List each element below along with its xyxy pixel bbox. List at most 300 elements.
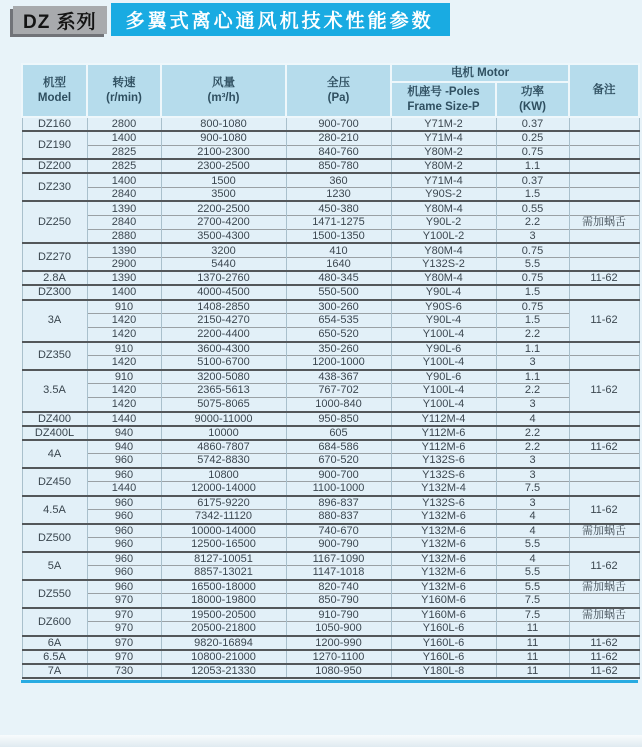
col-header-speed-unit: (r/min) bbox=[106, 91, 142, 104]
pressure-cell: 1640 bbox=[286, 257, 391, 271]
frame-cell: Y80M-2 bbox=[391, 145, 496, 159]
pressure-cell: 850-780 bbox=[286, 159, 391, 173]
power-cell: 3 bbox=[496, 454, 569, 468]
model-cell: 3A bbox=[22, 300, 87, 342]
col-header-airflow-zh: 风量 bbox=[212, 77, 235, 90]
pressure-cell: 438-367 bbox=[286, 370, 391, 384]
table-row bbox=[22, 187, 639, 201]
remark-cell bbox=[569, 482, 639, 496]
speed-cell: 2800 bbox=[87, 117, 161, 131]
table-row bbox=[22, 524, 639, 538]
airflow-cell: 10800-21000 bbox=[161, 650, 286, 664]
speed-cell: 970 bbox=[87, 594, 161, 608]
remark-cell: 11-62 bbox=[569, 440, 639, 454]
airflow-cell: 3500-4300 bbox=[161, 229, 286, 243]
airflow-cell: 7342-11120 bbox=[161, 510, 286, 524]
pressure-cell: 1200-990 bbox=[286, 636, 391, 650]
col-header-frame-en: Frame Size-P bbox=[407, 100, 480, 113]
remark-cell bbox=[569, 257, 639, 271]
remark-cell bbox=[569, 117, 639, 131]
frame-cell: Y160L-6 bbox=[391, 636, 496, 650]
power-cell: 4 bbox=[496, 412, 569, 426]
speed-cell: 1400 bbox=[87, 285, 161, 299]
table-row bbox=[22, 243, 639, 257]
table-row bbox=[22, 552, 639, 566]
model-cell: DZ550 bbox=[22, 580, 87, 608]
speed-cell: 1390 bbox=[87, 243, 161, 257]
model-cell: DZ160 bbox=[22, 117, 87, 131]
model-cell: DZ600 bbox=[22, 608, 87, 636]
power-cell: 2.2 bbox=[496, 440, 569, 454]
power-cell: 2.2 bbox=[496, 426, 569, 440]
frame-cell: Y90L-2 bbox=[391, 215, 496, 229]
power-cell: 2.2 bbox=[496, 328, 569, 342]
speed-cell: 1390 bbox=[87, 271, 161, 285]
speed-cell: 960 bbox=[87, 580, 161, 594]
table-row bbox=[22, 412, 639, 426]
pressure-cell: 1080-950 bbox=[286, 664, 391, 678]
pressure-cell: 684-586 bbox=[286, 440, 391, 454]
table-row bbox=[22, 117, 639, 131]
pressure-cell: 300-260 bbox=[286, 300, 391, 314]
airflow-cell: 5075-8065 bbox=[161, 398, 286, 412]
airflow-cell: 19500-20500 bbox=[161, 608, 286, 622]
model-cell: 3.5A bbox=[22, 370, 87, 412]
remark-cell: 11-62 bbox=[569, 271, 639, 285]
pressure-cell: 900-790 bbox=[286, 538, 391, 552]
remark-cell bbox=[569, 187, 639, 201]
table-row bbox=[22, 538, 639, 552]
speed-cell: 970 bbox=[87, 608, 161, 622]
pressure-cell: 910-790 bbox=[286, 608, 391, 622]
remark-cell bbox=[569, 243, 639, 257]
speed-cell: 970 bbox=[87, 622, 161, 636]
table-row bbox=[22, 131, 639, 145]
table-row bbox=[22, 173, 639, 187]
spec-table bbox=[21, 63, 640, 679]
series-badge: DZ 系列 bbox=[13, 6, 107, 34]
remark-cell bbox=[569, 454, 639, 468]
power-cell: 5.5 bbox=[496, 257, 569, 271]
airflow-cell: 2150-4270 bbox=[161, 314, 286, 328]
table-row bbox=[22, 145, 639, 159]
model-cell: DZ400L bbox=[22, 426, 87, 440]
pressure-cell: 480-345 bbox=[286, 271, 391, 285]
table-row bbox=[22, 384, 639, 398]
remark-cell: 11-62 bbox=[569, 664, 639, 678]
model-cell: 2.8A bbox=[22, 271, 87, 285]
frame-cell: Y160L-6 bbox=[391, 622, 496, 636]
model-cell: 6.5A bbox=[22, 650, 87, 664]
frame-cell: Y160M-6 bbox=[391, 608, 496, 622]
table-row bbox=[22, 510, 639, 524]
airflow-cell: 2200-2500 bbox=[161, 201, 286, 215]
speed-cell: 970 bbox=[87, 636, 161, 650]
model-cell: DZ300 bbox=[22, 285, 87, 299]
speed-cell: 1420 bbox=[87, 356, 161, 370]
power-cell: 4 bbox=[496, 552, 569, 566]
power-cell: 0.75 bbox=[496, 271, 569, 285]
table-row bbox=[22, 356, 639, 370]
remark-cell: 11-62 bbox=[569, 650, 639, 664]
pressure-cell: 900-700 bbox=[286, 117, 391, 131]
power-cell: 11 bbox=[496, 636, 569, 650]
power-cell: 7.5 bbox=[496, 608, 569, 622]
pressure-cell: 350-260 bbox=[286, 342, 391, 356]
remark-cell: 需加蜗舌 bbox=[569, 608, 639, 622]
speed-cell: 910 bbox=[87, 342, 161, 356]
pressure-cell: 740-670 bbox=[286, 524, 391, 538]
table-row bbox=[22, 271, 639, 285]
frame-cell: Y90L-4 bbox=[391, 314, 496, 328]
remark-cell: 11-62 bbox=[569, 552, 639, 580]
model-cell: DZ450 bbox=[22, 468, 87, 496]
pressure-cell: 1230 bbox=[286, 187, 391, 201]
airflow-cell: 9820-16894 bbox=[161, 636, 286, 650]
pressure-cell: 896-837 bbox=[286, 496, 391, 510]
frame-cell: Y160M-6 bbox=[391, 594, 496, 608]
power-cell: 1.1 bbox=[496, 370, 569, 384]
power-cell: 1.5 bbox=[496, 187, 569, 201]
frame-cell: Y80M-4 bbox=[391, 271, 496, 285]
remark-cell bbox=[569, 412, 639, 426]
power-cell: 4 bbox=[496, 524, 569, 538]
frame-cell: Y180L-8 bbox=[391, 664, 496, 678]
speed-cell: 1400 bbox=[87, 131, 161, 145]
col-header-power-unit: (KW) bbox=[519, 100, 546, 113]
model-cell: DZ350 bbox=[22, 342, 87, 370]
speed-cell: 960 bbox=[87, 496, 161, 510]
airflow-cell: 5742-8830 bbox=[161, 454, 286, 468]
remark-cell bbox=[569, 173, 639, 187]
airflow-cell: 10000 bbox=[161, 426, 286, 440]
airflow-cell: 3500 bbox=[161, 187, 286, 201]
frame-cell: Y100L-4 bbox=[391, 328, 496, 342]
col-header-frame bbox=[391, 82, 496, 117]
power-cell: 3 bbox=[496, 468, 569, 482]
table-row bbox=[22, 440, 639, 454]
table-row bbox=[22, 664, 639, 678]
pressure-cell: 410 bbox=[286, 243, 391, 257]
col-header-model-en: Model bbox=[37, 91, 72, 104]
table-row bbox=[22, 201, 639, 215]
pressure-cell: 1471-1275 bbox=[286, 215, 391, 229]
speed-cell: 2825 bbox=[87, 159, 161, 173]
table-row bbox=[22, 215, 639, 229]
frame-cell: Y132M-4 bbox=[391, 482, 496, 496]
frame-cell: Y132S-6 bbox=[391, 468, 496, 482]
remark-cell bbox=[569, 468, 639, 482]
model-cell: DZ270 bbox=[22, 243, 87, 271]
power-cell: 5.5 bbox=[496, 580, 569, 594]
table-row bbox=[22, 300, 639, 314]
speed-cell: 910 bbox=[87, 300, 161, 314]
frame-cell: Y80M-4 bbox=[391, 243, 496, 257]
col-header-airflow-unit: (m³/h) bbox=[207, 91, 240, 104]
airflow-cell: 6175-9220 bbox=[161, 496, 286, 510]
power-cell: 4 bbox=[496, 510, 569, 524]
speed-cell: 1440 bbox=[87, 482, 161, 496]
frame-cell: Y100L-4 bbox=[391, 398, 496, 412]
pressure-cell: 1200-1000 bbox=[286, 356, 391, 370]
table-row bbox=[22, 328, 639, 342]
remark-cell bbox=[569, 145, 639, 159]
airflow-cell: 800-1080 bbox=[161, 117, 286, 131]
table-row bbox=[22, 426, 639, 440]
speed-cell: 910 bbox=[87, 370, 161, 384]
table-row bbox=[22, 608, 639, 622]
page-bottom-fade bbox=[0, 735, 642, 747]
col-header-power-zh: 功率 bbox=[521, 86, 544, 99]
airflow-cell: 8857-13021 bbox=[161, 566, 286, 580]
airflow-cell: 3600-4300 bbox=[161, 342, 286, 356]
frame-cell: Y100L-4 bbox=[391, 356, 496, 370]
speed-cell: 730 bbox=[87, 664, 161, 678]
pressure-cell: 1050-900 bbox=[286, 622, 391, 636]
airflow-cell: 2365-5613 bbox=[161, 384, 286, 398]
frame-cell: Y90L-6 bbox=[391, 342, 496, 356]
model-cell: 6A bbox=[22, 636, 87, 650]
pressure-cell: 360 bbox=[286, 173, 391, 187]
remark-cell bbox=[569, 622, 639, 636]
power-cell: 0.75 bbox=[496, 300, 569, 314]
power-cell: 1.1 bbox=[496, 159, 569, 173]
table-row bbox=[22, 229, 639, 243]
power-cell: 5.5 bbox=[496, 538, 569, 552]
remark-cell bbox=[569, 131, 639, 145]
airflow-cell: 3200 bbox=[161, 243, 286, 257]
col-header-remark: 备注 bbox=[569, 64, 639, 117]
airflow-cell: 5440 bbox=[161, 257, 286, 271]
remark-cell bbox=[569, 356, 639, 370]
power-cell: 1.5 bbox=[496, 285, 569, 299]
speed-cell: 960 bbox=[87, 454, 161, 468]
model-cell: DZ400 bbox=[22, 412, 87, 426]
airflow-cell: 4000-4500 bbox=[161, 285, 286, 299]
speed-cell: 2840 bbox=[87, 187, 161, 201]
frame-cell: Y100L-4 bbox=[391, 384, 496, 398]
speed-cell: 940 bbox=[87, 440, 161, 454]
frame-cell: Y71M-4 bbox=[391, 173, 496, 187]
speed-cell: 2900 bbox=[87, 257, 161, 271]
pressure-cell: 850-790 bbox=[286, 594, 391, 608]
speed-cell: 1420 bbox=[87, 384, 161, 398]
airflow-cell: 20500-21800 bbox=[161, 622, 286, 636]
speed-cell: 960 bbox=[87, 468, 161, 482]
col-header-model bbox=[22, 64, 87, 117]
airflow-cell: 1370-2760 bbox=[161, 271, 286, 285]
col-header-frame-zh: 机座号 -Poles bbox=[407, 86, 480, 99]
airflow-cell: 2200-4400 bbox=[161, 328, 286, 342]
speed-cell: 960 bbox=[87, 524, 161, 538]
table-row bbox=[22, 285, 639, 299]
table-row bbox=[22, 454, 639, 468]
pressure-cell: 650-520 bbox=[286, 328, 391, 342]
table-row bbox=[22, 566, 639, 580]
frame-cell: Y132S-2 bbox=[391, 257, 496, 271]
remark-cell: 需加蜗舌 bbox=[569, 215, 639, 229]
col-header-pressure-unit: (Pa) bbox=[327, 91, 350, 104]
frame-cell: Y71M-4 bbox=[391, 131, 496, 145]
col-header-pressure bbox=[286, 64, 391, 117]
frame-cell: Y100L-2 bbox=[391, 229, 496, 243]
table-body bbox=[22, 117, 639, 678]
table-row bbox=[22, 622, 639, 636]
power-cell: 0.75 bbox=[496, 243, 569, 257]
speed-cell: 960 bbox=[87, 510, 161, 524]
remark-cell bbox=[569, 594, 639, 608]
pressure-cell: 450-380 bbox=[286, 201, 391, 215]
remark-cell: 11-62 bbox=[569, 496, 639, 524]
remark-cell: 需加蜗舌 bbox=[569, 580, 639, 594]
airflow-cell: 18000-19800 bbox=[161, 594, 286, 608]
remark-cell bbox=[569, 285, 639, 299]
pressure-cell: 1100-1000 bbox=[286, 482, 391, 496]
pressure-cell: 767-702 bbox=[286, 384, 391, 398]
col-header-speed bbox=[87, 64, 161, 117]
remark-cell bbox=[569, 229, 639, 243]
model-cell: DZ190 bbox=[22, 131, 87, 159]
speed-cell: 1400 bbox=[87, 173, 161, 187]
remark-cell bbox=[569, 538, 639, 552]
pressure-cell: 550-500 bbox=[286, 285, 391, 299]
power-cell: 3 bbox=[496, 229, 569, 243]
pressure-cell: 670-520 bbox=[286, 454, 391, 468]
frame-cell: Y132S-6 bbox=[391, 496, 496, 510]
airflow-cell: 12000-14000 bbox=[161, 482, 286, 496]
airflow-cell: 5100-6700 bbox=[161, 356, 286, 370]
speed-cell: 960 bbox=[87, 538, 161, 552]
airflow-cell: 12053-21330 bbox=[161, 664, 286, 678]
speed-cell: 1420 bbox=[87, 328, 161, 342]
table-row bbox=[22, 342, 639, 356]
table-row bbox=[22, 580, 639, 594]
speed-cell: 940 bbox=[87, 426, 161, 440]
airflow-cell: 9000-11000 bbox=[161, 412, 286, 426]
col-header-pressure-zh: 全压 bbox=[327, 77, 350, 90]
page-title: 多翼式离心通风机技术性能参数 bbox=[111, 3, 450, 36]
pressure-cell: 1000-840 bbox=[286, 398, 391, 412]
model-cell: DZ250 bbox=[22, 201, 87, 243]
frame-cell: Y132M-6 bbox=[391, 580, 496, 594]
speed-cell: 1420 bbox=[87, 398, 161, 412]
power-cell: 0.25 bbox=[496, 131, 569, 145]
col-header-model-zh: 机型 bbox=[43, 77, 66, 90]
remark-cell bbox=[569, 342, 639, 356]
power-cell: 3 bbox=[496, 398, 569, 412]
model-cell: DZ200 bbox=[22, 159, 87, 173]
pressure-cell: 1167-1090 bbox=[286, 552, 391, 566]
frame-cell: Y90S-2 bbox=[391, 187, 496, 201]
frame-cell: Y112M-6 bbox=[391, 426, 496, 440]
frame-cell: Y112M-6 bbox=[391, 440, 496, 454]
speed-cell: 1390 bbox=[87, 201, 161, 215]
frame-cell: Y132M-6 bbox=[391, 510, 496, 524]
remark-cell bbox=[569, 426, 639, 440]
frame-cell: Y80M-4 bbox=[391, 201, 496, 215]
frame-cell: Y132M-6 bbox=[391, 538, 496, 552]
spec-table-wrap bbox=[21, 63, 638, 683]
bottom-accent-rule bbox=[21, 680, 638, 683]
col-header-power bbox=[496, 82, 569, 117]
speed-cell: 2825 bbox=[87, 145, 161, 159]
model-cell: DZ500 bbox=[22, 524, 87, 552]
airflow-cell: 1500 bbox=[161, 173, 286, 187]
airflow-cell: 2100-2300 bbox=[161, 145, 286, 159]
frame-cell: Y71M-2 bbox=[391, 117, 496, 131]
model-cell: 5A bbox=[22, 552, 87, 580]
table-row bbox=[22, 468, 639, 482]
table-row bbox=[22, 314, 639, 328]
model-cell: 7A bbox=[22, 664, 87, 678]
table-row bbox=[22, 398, 639, 412]
pressure-cell: 280-210 bbox=[286, 131, 391, 145]
frame-cell: Y90L-4 bbox=[391, 285, 496, 299]
power-cell: 3 bbox=[496, 496, 569, 510]
model-cell: DZ230 bbox=[22, 173, 87, 201]
speed-cell: 2880 bbox=[87, 229, 161, 243]
power-cell: 11 bbox=[496, 664, 569, 678]
frame-cell: Y132M-6 bbox=[391, 552, 496, 566]
table-row bbox=[22, 594, 639, 608]
title-bar bbox=[10, 3, 642, 36]
col-header-airflow bbox=[161, 64, 286, 117]
pressure-cell: 1500-1350 bbox=[286, 229, 391, 243]
power-cell: 3 bbox=[496, 356, 569, 370]
frame-cell: Y132M-6 bbox=[391, 524, 496, 538]
airflow-cell: 2700-4200 bbox=[161, 215, 286, 229]
remark-cell: 11-62 bbox=[569, 370, 639, 412]
power-cell: 0.37 bbox=[496, 173, 569, 187]
power-cell: 11 bbox=[496, 622, 569, 636]
power-cell: 2.2 bbox=[496, 384, 569, 398]
table-row bbox=[22, 370, 639, 384]
model-cell: 4A bbox=[22, 440, 87, 468]
remark-cell: 需加蜗舌 bbox=[569, 524, 639, 538]
power-cell: 0.37 bbox=[496, 117, 569, 131]
power-cell: 1.5 bbox=[496, 314, 569, 328]
table-row bbox=[22, 257, 639, 271]
pressure-cell: 950-850 bbox=[286, 412, 391, 426]
pressure-cell: 1270-1100 bbox=[286, 650, 391, 664]
frame-cell: Y132S-6 bbox=[391, 454, 496, 468]
pressure-cell: 654-535 bbox=[286, 314, 391, 328]
speed-cell: 960 bbox=[87, 552, 161, 566]
frame-cell: Y112M-4 bbox=[391, 412, 496, 426]
frame-cell: Y90S-6 bbox=[391, 300, 496, 314]
pressure-cell: 900-700 bbox=[286, 468, 391, 482]
airflow-cell: 3200-5080 bbox=[161, 370, 286, 384]
remark-cell bbox=[569, 201, 639, 215]
power-cell: 2.2 bbox=[496, 215, 569, 229]
speed-cell: 970 bbox=[87, 650, 161, 664]
power-cell: 5.5 bbox=[496, 566, 569, 580]
power-cell: 7.5 bbox=[496, 482, 569, 496]
pressure-cell: 880-837 bbox=[286, 510, 391, 524]
airflow-cell: 10000-14000 bbox=[161, 524, 286, 538]
airflow-cell: 900-1080 bbox=[161, 131, 286, 145]
power-cell: 0.75 bbox=[496, 145, 569, 159]
remark-cell: 11-62 bbox=[569, 636, 639, 650]
pressure-cell: 840-760 bbox=[286, 145, 391, 159]
airflow-cell: 12500-16500 bbox=[161, 538, 286, 552]
frame-cell: Y80M-2 bbox=[391, 159, 496, 173]
header-row-top bbox=[22, 64, 639, 82]
col-header-motor: 电机 Motor bbox=[391, 64, 569, 82]
airflow-cell: 2300-2500 bbox=[161, 159, 286, 173]
frame-cell: Y90L-6 bbox=[391, 370, 496, 384]
model-cell: 4.5A bbox=[22, 496, 87, 524]
